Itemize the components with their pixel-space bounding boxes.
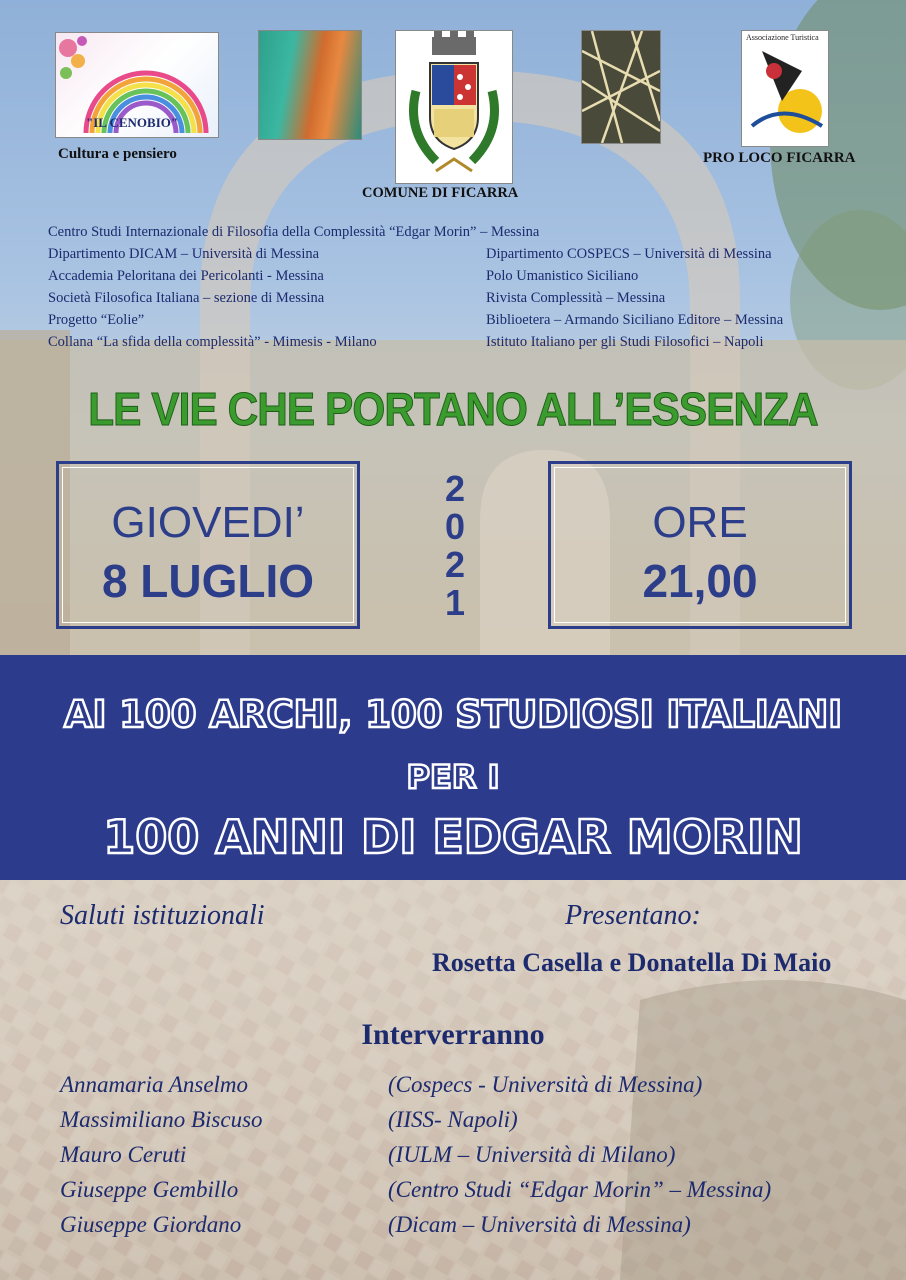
comune-ficarra-caption: COMUNE DI FICARRA <box>362 185 519 201</box>
abstract-lines-logo <box>581 30 661 144</box>
speaker-affiliation: (IISS- Napoli) <box>388 1107 518 1132</box>
interverranno-heading: Interverranno <box>361 1018 545 1051</box>
org-right-4: Biblioetera – Armando Siciliano Editore – Messina <box>486 312 784 328</box>
band-line-2 <box>0 758 906 796</box>
speaker-name: Giuseppe Giordano <box>60 1212 242 1237</box>
org-right-1: Dipartimento COSPECS – Università di Messina <box>486 246 772 262</box>
comune-ficarra-crest <box>395 30 513 184</box>
date-weekday: GIOVEDI’ <box>111 498 305 547</box>
band-line-1 <box>0 693 906 736</box>
band-line-3 <box>0 810 906 864</box>
il-cenobio-text: "IL CENOBIO" <box>86 115 179 130</box>
date-box <box>56 461 360 629</box>
speaker-name: Giuseppe Gembillo <box>60 1177 239 1202</box>
org-line-full: Centro Studi Internazionale di Filosofia della Complessità “Edgar Morin” – Messina <box>48 224 540 240</box>
il-cenobio-caption: Cultura e pensiero <box>58 146 177 162</box>
speaker-affiliation: (Centro Studi “Edgar Morin” – Messina) <box>388 1177 772 1202</box>
org-left-2: Accademia Peloritana dei Pericolanti - Messina <box>48 268 324 284</box>
speaker-name: Massimiliano Biscuso <box>60 1107 263 1132</box>
speaker-affiliation: (Cospecs - Università di Messina) <box>388 1072 703 1097</box>
org-left-3: Società Filosofica Italiana – sezione di Messina <box>48 290 325 306</box>
year-digit: 1 <box>444 582 466 623</box>
band-line-3-text: 100 ANNI DI EDGAR MORIN <box>103 810 803 864</box>
headline-band <box>0 655 906 880</box>
sun-icon <box>742 31 828 146</box>
org-right-2: Polo Umanistico Siciliano <box>486 268 639 284</box>
pro-loco-inner-text: Associazione Turistica <box>746 33 819 42</box>
event-title: LE VIE CHE PORTANO ALL’ESSENZA <box>88 383 818 435</box>
speaker-name: Annamaria Anselmo <box>60 1072 249 1097</box>
year-digit: 0 <box>444 506 466 547</box>
year-digit: 2 <box>444 468 466 509</box>
time-box <box>548 461 852 629</box>
time-label: ORE <box>652 498 748 547</box>
lines-icon <box>582 31 660 143</box>
org-left-5: Collana “La sfida della complessità” - Mimesis - Milano <box>48 334 377 350</box>
org-left-4: Progetto “Eolie” <box>48 312 145 328</box>
speaker-affiliation: (Dicam – Università di Messina) <box>388 1212 691 1237</box>
time-value: 21,00 <box>642 555 758 607</box>
date-day: 8 LUGLIO <box>101 555 315 607</box>
crest-icon <box>396 31 512 183</box>
org-right-5: Istituto Italiano per gli Studi Filosofici – Napoli <box>486 334 764 350</box>
pro-loco-logo <box>741 30 829 147</box>
saluti-istituzionali: Saluti istituzionali <box>60 900 265 931</box>
org-left-1: Dipartimento DICAM – Università di Messina <box>48 246 320 262</box>
pro-loco-caption: PRO LOCO FICARRA <box>703 150 856 166</box>
band-line-2-text: PER I <box>406 758 500 796</box>
il-cenobio-logo <box>55 32 219 138</box>
speaker-affiliation: (IULM – Università di Milano) <box>388 1142 676 1167</box>
year-digit: 2 <box>444 544 466 585</box>
presenters-names: Rosetta Casella e Donatella Di Maio <box>432 948 832 977</box>
band-line-1-text: AI 100 ARCHI, 100 STUDIOSI ITALIANI <box>63 693 843 736</box>
painting-logo <box>258 30 362 140</box>
org-right-3: Rivista Complessità – Messina <box>486 290 666 306</box>
presentano-label: Presentano: <box>565 900 701 931</box>
speaker-name: Mauro Ceruti <box>60 1142 187 1167</box>
